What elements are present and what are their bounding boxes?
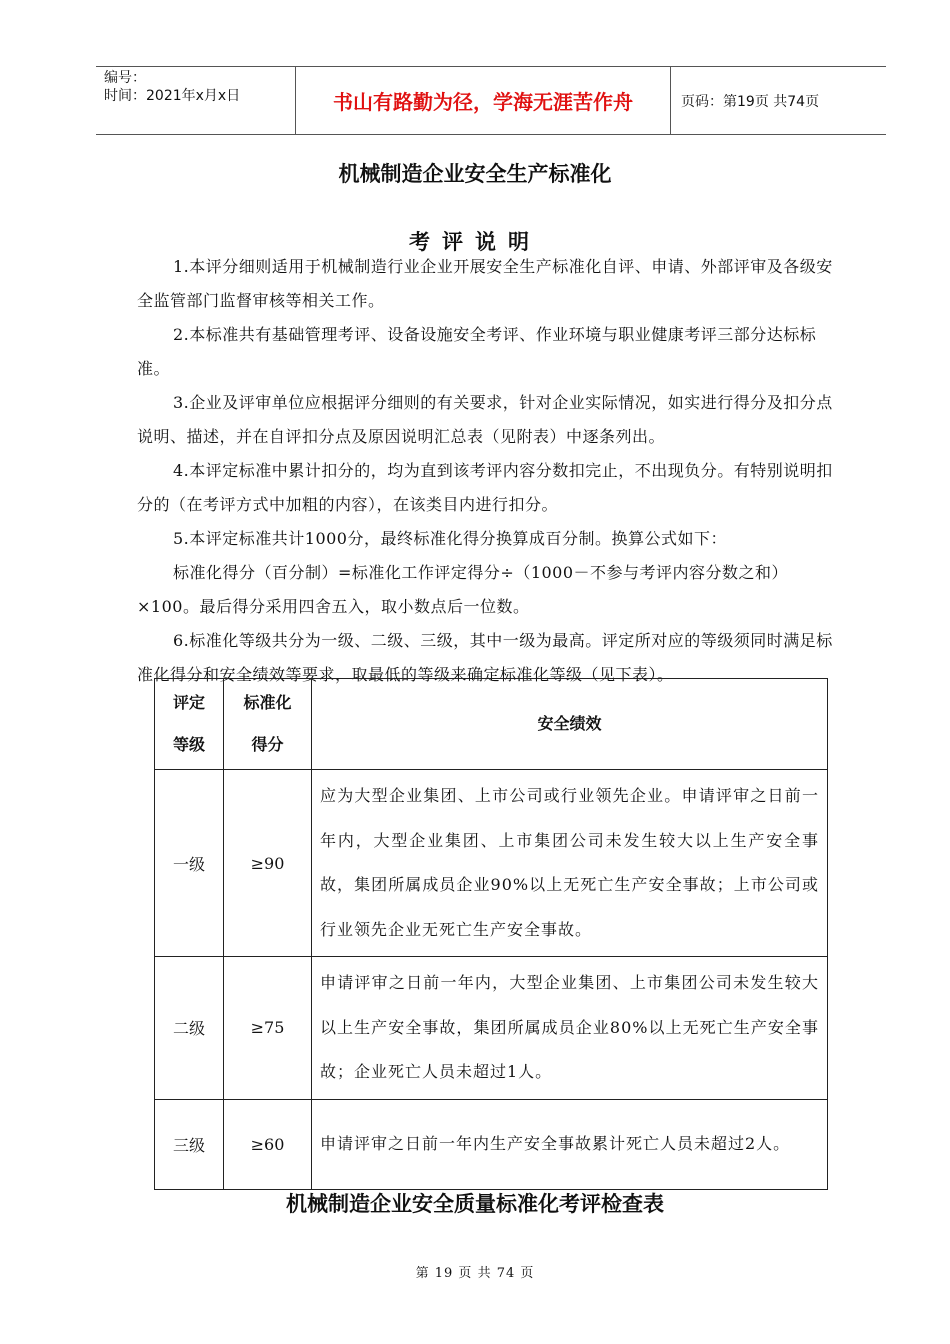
header-grade: 评定等级	[155, 679, 224, 770]
row-grade: 二级	[155, 957, 224, 1100]
header-meta	[96, 67, 296, 134]
paragraph-3: 3.企业及评审单位应根据评分细则的有关要求，针对企业实际情况，如实进行得分及扣分点说明、描述，并在自评扣分点及原因说明汇总表（见附表）中逐条列出。	[137, 393, 833, 446]
row-performance: 应为大型企业集团、上市公司或行业领先企业。申请评审之日前一年内，大型企业集团、上市集团公司未发生较大以上生产安全事故，集团所属成员企业90%以上无死亡生产安全事故；上市公司或行业领先企业无死亡生产安全事故。	[312, 770, 828, 957]
row-grade: 三级	[155, 1099, 224, 1189]
row-performance: 申请评审之日前一年内生产安全事故累计死亡人员未超过2人。	[312, 1099, 828, 1189]
paragraph-1: 1.本评分细则适用于机械制造行业企业开展安全生产标准化自评、申请、外部评审及各级安全监管部门监督审核等相关工作。	[137, 257, 833, 310]
row-grade: 一级	[155, 770, 224, 957]
row-performance: 申请评审之日前一年内，大型企业集团、上市集团公司未发生较大以上生产安全事故，集团所属成员企业80%以上无死亡生产安全事故；企业死亡人员未超过1人。	[312, 957, 828, 1100]
header-performance: 安全绩效	[312, 679, 828, 770]
grade-table	[154, 678, 828, 1190]
code-label: 编号：	[104, 70, 146, 86]
table-section-title: 机械制造企业安全质量标准化考评检查表	[286, 1192, 664, 1216]
paragraph-2: 2.本标准共有基础管理考评、设备设施安全考评、作业环境与职业健康考评三部分达标标准。	[137, 325, 817, 378]
table-row	[155, 957, 828, 1100]
header-page-info: 页码：第19页 共74页	[681, 93, 820, 110]
table-header-row	[155, 679, 828, 770]
document-title: 机械制造企业安全生产标准化	[338, 162, 612, 186]
paragraph-7: 6.标准化等级共分为一级、二级、三级，其中一级为最高。评定所对应的等级须同时满足标准化得分和安全绩效等要求，取最低的等级来确定标准化等级（见下表）。	[137, 631, 833, 684]
row-score: ≥90	[224, 770, 312, 957]
row-score: ≥75	[224, 957, 312, 1100]
header-score: 标准化得分	[224, 679, 312, 770]
table-row	[155, 1099, 828, 1189]
paragraph-5: 5.本评定标准共计1000分，最终标准化得分换算成百分制。换算公式如下：	[173, 529, 727, 548]
table-row	[155, 770, 828, 957]
page-footer: 第 19 页 共 74 页	[415, 1266, 535, 1281]
paragraph-6: 标准化得分（百分制）=标准化工作评定得分÷（1000－不参与考评内容分数之和）×100。最后得分采用四舍五入，取小数点后一位数。	[137, 563, 789, 616]
document-subtitle: 考评说明	[409, 230, 541, 254]
time-label: 时间：2021年x月x日	[104, 88, 241, 104]
paragraph-4: 4.本评定标准中累计扣分的，均为直到该考评内容分数扣完止，不出现负分。有特别说明扣分的（在考评方式中加粗的内容），在该类目内进行扣分。	[137, 461, 833, 514]
page-header	[96, 66, 886, 135]
header-motto: 书山有路勤为径，学海无涯苦作舟	[296, 67, 671, 134]
row-score: ≥60	[224, 1099, 312, 1189]
document-body	[137, 250, 849, 692]
